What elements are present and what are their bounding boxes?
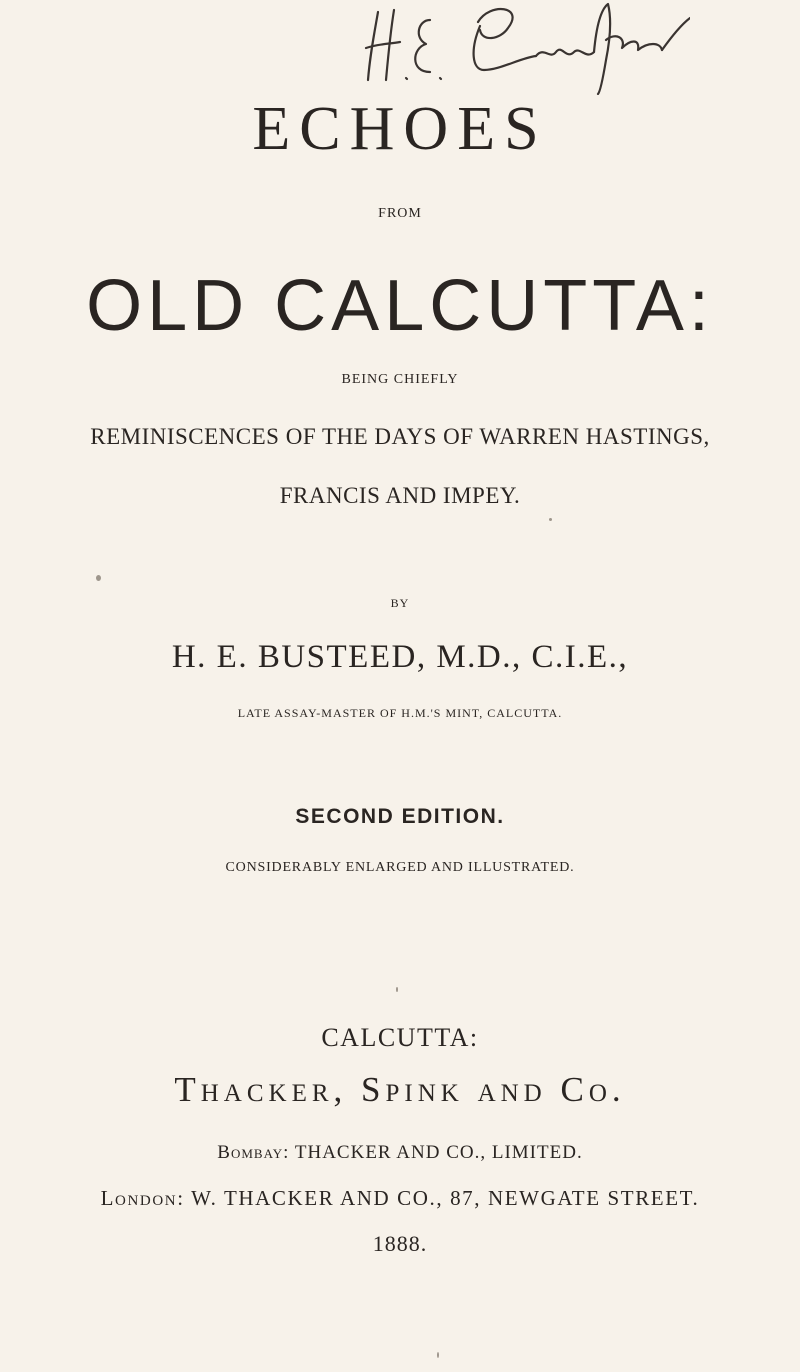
subtitle-line-1: REMINISCENCES OF THE DAYS OF WARREN HASTINGS, <box>90 424 710 449</box>
imprint-london-label: London: <box>100 1186 185 1210</box>
imprint-bombay <box>0 1141 800 1165</box>
imprint-bombay-text: THACKER AND CO., LIMITED. <box>294 1142 583 1163</box>
title-connector-from: FROM <box>378 206 422 221</box>
by-label: BY <box>390 596 410 610</box>
title-line-echoes: ECHOES <box>252 95 548 163</box>
paper-speck <box>96 575 101 581</box>
edition-note: CONSIDERABLY ENLARGED AND ILLUSTRATED. <box>225 860 575 875</box>
subtitle-intro: BEING CHIEFLY <box>341 372 459 387</box>
paper-speck <box>437 1352 439 1358</box>
author-name: H. E. BUSTEED, M.D., C.I.E., <box>171 639 629 675</box>
imprint-london-text: W. THACKER AND CO., 87, NEWGATE STREET. <box>191 1186 700 1210</box>
paper-speck <box>549 518 552 521</box>
imprint-city: CALCUTTA: <box>321 1023 479 1052</box>
paper-speck <box>396 987 398 992</box>
subtitle-line-2: FRANCIS AND IMPEY. <box>279 483 521 508</box>
author-title: LATE ASSAY-MASTER OF H.M.'S MINT, CALCUTTA. <box>237 706 563 720</box>
handwritten-inscription <box>360 0 690 95</box>
imprint-year: 1888. <box>372 1231 428 1256</box>
title-line-old-calcutta: OLD CALCUTTA: <box>86 266 714 346</box>
imprint-london <box>0 1185 800 1211</box>
edition-label: SECOND EDITION. <box>295 805 505 828</box>
imprint-publisher: Thacker, Spink and Co. <box>174 1070 626 1109</box>
imprint-bombay-label: Bombay: <box>217 1142 290 1163</box>
